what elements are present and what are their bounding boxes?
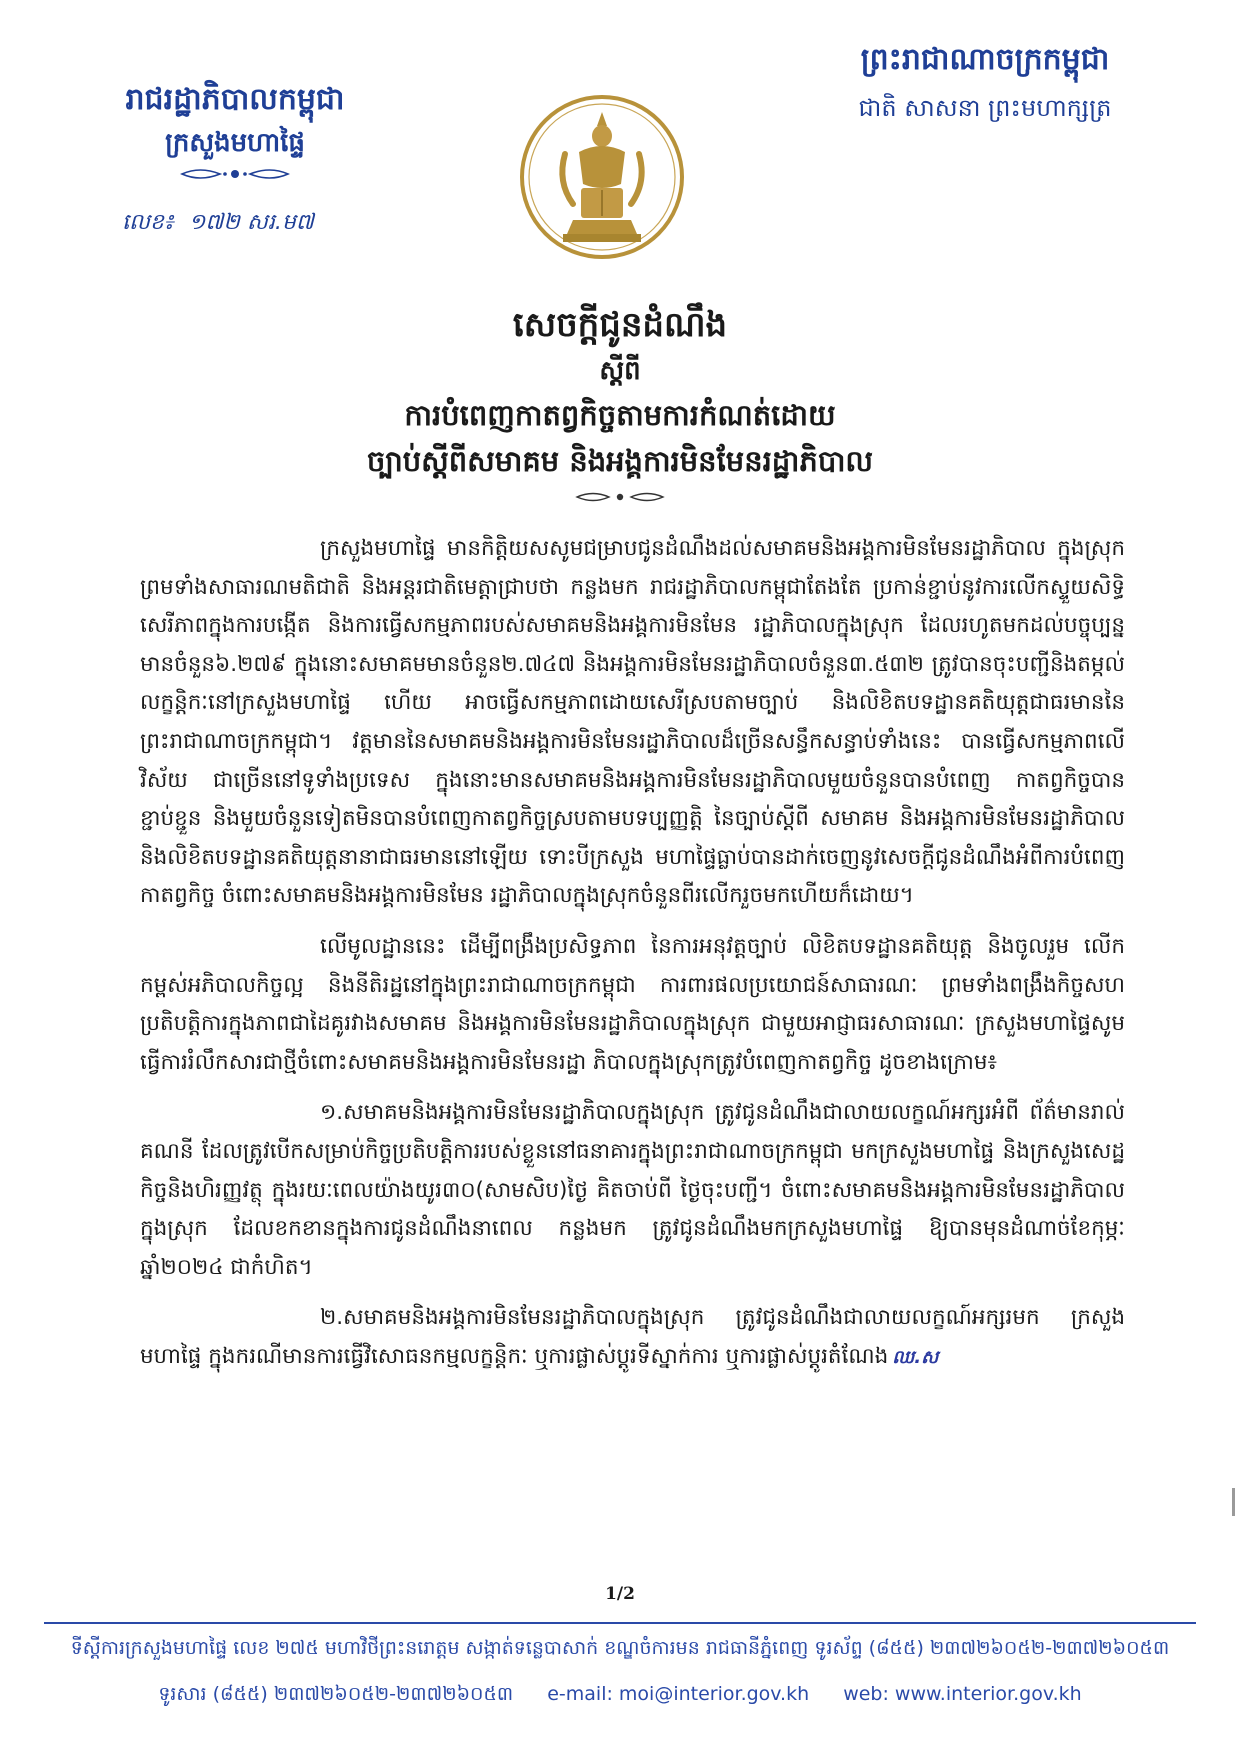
title-divider-icon bbox=[575, 490, 665, 504]
item-2 bbox=[140, 1299, 1125, 1377]
page-number: 1/2 bbox=[605, 1584, 635, 1604]
subject-about: ស្ដីពី bbox=[599, 356, 641, 386]
footer-contacts bbox=[44, 1674, 1196, 1714]
footer-fax: ទូរសារ (៨៥៥) ២៣៧២៦០៥២-២៣៧២៦០៥៣ bbox=[158, 1683, 514, 1705]
item-1: ១.សមាគមនិងអង្គការមិនមែនរដ្ឋាភិបាលក្នុងស្រុក ត្រូវជូនដំណឹងជាលាយលក្ខណ៍អក្សរអំពី ព័ត៌មានរាល់គណនី ដែលត្រូវបើកសម្រាប់កិច្ចប្រតិបត្តិការរបស់ខ្លួននៅធនាគារក្នុងព្រះរាជាណាចក្រកម្ពុជា មកក្រសួងមហាផ្ទៃ និងក្រសួងសេដ្ឋកិច្ចនិងហិរញ្ញវត្ថុ ក្នុងរយៈពេលយ៉ាងយូរ៣០(សាមសិប)ថ្ងៃ គិតចាប់ពី ថ្ងៃចុះបញ្ជី។ ចំពោះសមាគមនិងអង្គការមិនមែនរដ្ឋាភិបាលក្នុងស្រុក ដែលខកខានក្នុងការជូនដំណឹងនាពេល កន្លងមក ត្រូវជូនដំណឹងមកក្រសួងមហាផ្ទៃ ឱ្យបានមុនដំណាច់ខែកុម្ភៈ ឆ្នាំ២០២៤ ជាកំហិត។ bbox=[140, 1100, 1125, 1280]
ministry-name: ក្រសួងមហាផ្ទៃ bbox=[165, 128, 305, 158]
reference-label: លេខ៖ bbox=[122, 210, 174, 235]
ministry-header bbox=[85, 80, 385, 182]
kingdom-header bbox=[820, 40, 1150, 126]
document-type: សេចក្ដីជូនដំណឹង bbox=[512, 305, 728, 345]
royal-emblem-icon bbox=[517, 92, 687, 262]
document-titles bbox=[0, 300, 1240, 504]
footer bbox=[44, 1628, 1196, 1714]
footer-email[interactable]: e-mail: moi@interior.gov.kh bbox=[547, 1683, 810, 1705]
subject-line-1: ការបំពេញកាតព្វកិច្ចតាមការកំណត់ដោយ bbox=[404, 398, 836, 432]
subject-line-2: ច្បាប់ស្ដីពីសមាគម និងអង្គការមិនមែនរដ្ឋាភិបាល bbox=[366, 444, 874, 478]
ornament-divider-icon bbox=[180, 166, 290, 182]
paragraph-2: លើមូលដ្ឋាននេះ ដើម្បីពង្រឹងប្រសិទ្ធភាព នៃការអនុវត្តច្បាប់ លិខិតបទដ្ឋានគតិយុត្ត និងចូលរួម លើកកម្ពស់អភិបាលកិច្ចល្អ និងនីតិរដ្ឋនៅក្នុងព្រះរាជាណាចក្រកម្ពុជា ការពារផលប្រយោជន៍សាធារណៈ ព្រមទាំងពង្រឹងកិច្ចសហប្រតិបត្តិការក្នុងភាពជាដៃគូរវាងសមាគម និងអង្គការមិនមែនរដ្ឋាភិបាលក្នុងស្រុក ជាមួយអាជ្ញាធរសាធារណៈ ក្រសួងមហាផ្ទៃសូមធ្វើការរំលឹកសារជាថ្មីចំពោះសមាគមនិងអង្គការមិនមែនរដ្ឋា ភិបាលក្នុងស្រុកត្រូវបំពេញកាតព្វកិច្ច ដូចខាងក្រោម៖ bbox=[140, 933, 1125, 1075]
reference-value: ១៧២ សរ.ម៧ bbox=[188, 210, 314, 235]
document-body bbox=[140, 530, 1125, 1389]
national-motto: ជាតិ សាសនា ព្រះមហាក្សត្រ bbox=[858, 94, 1112, 122]
paragraph-1: ក្រសួងមហាផ្ទៃ មានកិត្តិយសសូមជម្រាបជូនដំណឹងដល់សមាគមនិងអង្គការមិនមែនរដ្ឋាភិបាល ក្នុងស្រុក ព្រមទាំងសាធារណមតិជាតិ និងអន្តរជាតិមេត្តាជ្រាបថា កន្លងមក រាជរដ្ឋាភិបាលកម្ពុជាតែងតែ ប្រកាន់ខ្ជាប់នូវការលើកស្ទួយសិទ្ធិសេរីភាពក្នុងការបង្កើត និងការធ្វើសកម្មភាពរបស់សមាគមនិងអង្គការមិនមែន រដ្ឋាភិបាលក្នុងស្រុក ដែលរហូតមកដល់បច្ចុប្បន្នមានចំនួន៦.២៧៩ ក្នុងនោះសមាគមមានចំនួន២.៧៤៧ និងអង្គការមិនមែនរដ្ឋាភិបាលចំនួន៣.៥៣២ ត្រូវបានចុះបញ្ជីនិងតម្កល់លក្ខន្តិកៈនៅក្រសួងមហាផ្ទៃ ហើយ អាចធ្វើសកម្មភាពដោយសេរីស្របតាមច្បាប់ និងលិខិតបទដ្ឋានគតិយុត្តជាធរមាននៃព្រះរាជាណាចក្រកម្ពុជា។ វត្តមាននៃសមាគមនិងអង្គការមិនមែនរដ្ឋាភិបាលដ៏ច្រើនសន្ធឹកសន្ធាប់ទាំងនេះ បានធ្វើសកម្មភាពលើវិស័យ ជាច្រើននៅទូទាំងប្រទេស ក្នុងនោះមានសមាគមនិងអង្គការមិនមែនរដ្ឋាភិបាលមួយចំនួនបានបំពេញ កាតព្វកិច្ចបានខ្ជាប់ខ្ជួន និងមួយចំនួនទៀតមិនបានបំពេញកាតព្វកិច្ចស្របតាមបទប្បញ្ញត្តិ នៃច្បាប់ស្ដីពី សមាគម និងអង្គការមិនមែនរដ្ឋាភិបាល និងលិខិតបទដ្ឋានគតិយុត្តនានាជាធរមាននៅឡើយ ទោះបីក្រសួង មហាផ្ទៃធ្លាប់បានដាក់ចេញនូវសេចក្ដីជូនដំណឹងអំពីការបំពេញកាតព្វកិច្ច ចំពោះសមាគមនិងអង្គការមិនមែន រដ្ឋាភិបាលក្នុងស្រុកចំនួនពីរលើករួចមកហើយក៏ដោយ។ bbox=[140, 536, 1125, 909]
item-2-text: ២.សមាគមនិងអង្គការមិនមែនរដ្ឋាភិបាលក្នុងស្រុក ត្រូវជូនដំណឹងជាលាយលក្ខណ៍អក្សរមក ក្រសួងមហាផ្ទៃ ក្នុងករណីមានការធ្វើវិសោធនកម្មលក្ខន្តិកៈ ឬការផ្លាស់ប្ដូរទីស្នាក់ការ ឬការផ្លាស់ប្ដូរតំណែង bbox=[140, 1305, 1125, 1369]
kingdom-name: ព្រះរាជាណាចក្រកម្ពុជា bbox=[860, 42, 1110, 77]
government-name: រាជរដ្ឋាភិបាលកម្ពុជា bbox=[125, 82, 345, 117]
handwritten-initials: ឈ.ស bbox=[892, 1346, 939, 1368]
footer-address: ទីស្ដីការក្រសួងមហាផ្ទៃ លេខ ២៧៥ មហាវិថីព្រះនរោត្តម សង្កាត់ទន្លេបាសាក់ ខណ្ឌចំការមន រាជធានីភ្នំពេញ ទូរស័ព្ទ (៨៥៥) ២៣៧២៦០៥២-២៣៧២៦០៥៣ bbox=[70, 1637, 1170, 1659]
margin-mark-icon bbox=[1230, 1488, 1238, 1518]
footer-divider bbox=[44, 1622, 1196, 1624]
reference-number bbox=[122, 208, 314, 240]
footer-web[interactable]: web: www.interior.gov.kh bbox=[843, 1683, 1082, 1705]
